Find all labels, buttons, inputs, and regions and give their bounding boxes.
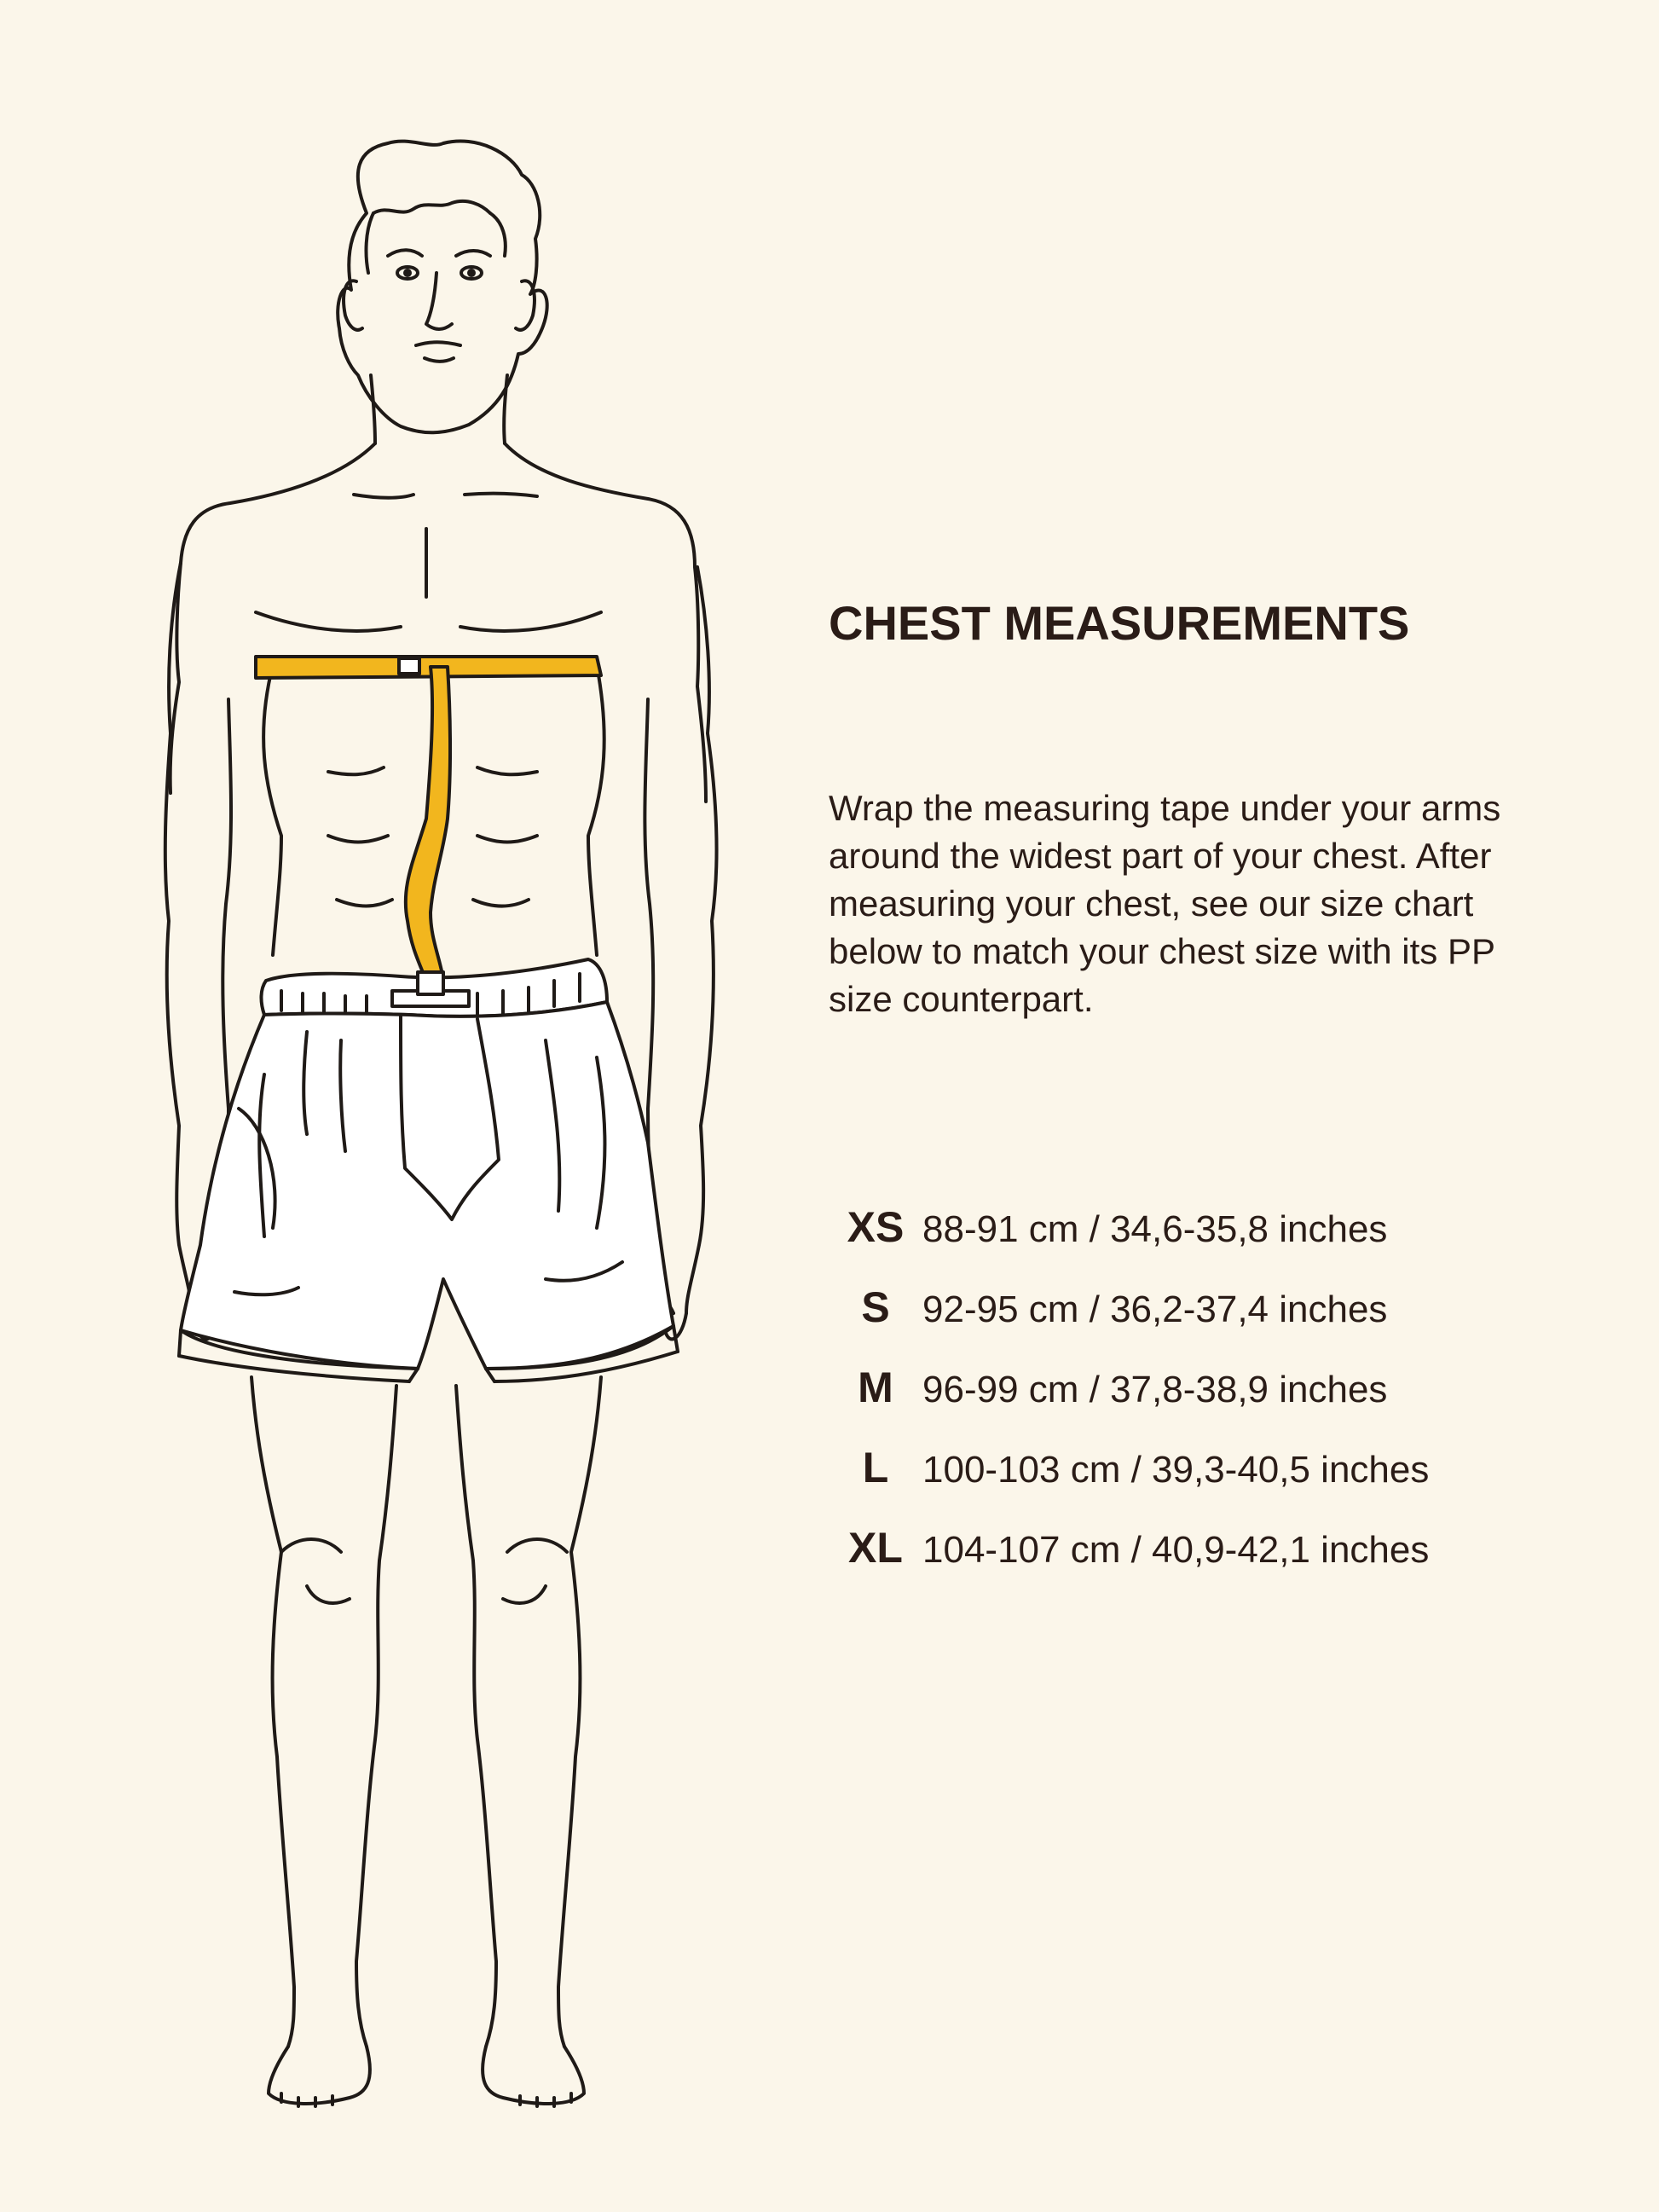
size-value: 100-103 cm / 39,3-40,5 inches — [922, 1449, 1430, 1491]
size-row-s — [829, 1283, 1596, 1363]
right-leg — [456, 1386, 496, 2047]
size-label: M — [858, 1364, 893, 1411]
size-row-l — [829, 1443, 1596, 1523]
size-value: 104-107 cm / 40,9-42,1 inches — [922, 1529, 1430, 1571]
size-row-xl — [829, 1523, 1596, 1603]
head-outline — [338, 142, 547, 433]
size-value: 92-95 cm / 36,2-37,4 inches — [922, 1288, 1388, 1330]
size-chart — [829, 1202, 1596, 1603]
measuring-tape — [256, 657, 601, 994]
size-label: XL — [848, 1524, 903, 1572]
size-value: 88-91 cm / 34,6-35,8 inches — [922, 1208, 1388, 1250]
size-label: XS — [847, 1203, 905, 1251]
size-label: S — [861, 1283, 890, 1331]
right-arm — [686, 567, 716, 1313]
left-leg — [251, 1377, 294, 2047]
size-value: 96-99 cm / 37,8-38,9 inches — [922, 1369, 1388, 1410]
section-description: Wrap the measuring tape under your arms around the widest part of your chest. After measuring your chest, see our size chart below to match your chest size with its PP size counterpart. — [829, 788, 1501, 1019]
shorts-body — [181, 1002, 673, 1369]
info-panel — [829, 596, 1596, 1572]
man-figure-svg — [0, 0, 818, 2212]
size-row-xs — [829, 1202, 1596, 1283]
size-label: L — [862, 1444, 889, 1491]
body-illustration — [0, 0, 818, 2212]
size-row-m — [829, 1363, 1596, 1443]
section-title: CHEST MEASUREMENTS — [829, 596, 1410, 650]
